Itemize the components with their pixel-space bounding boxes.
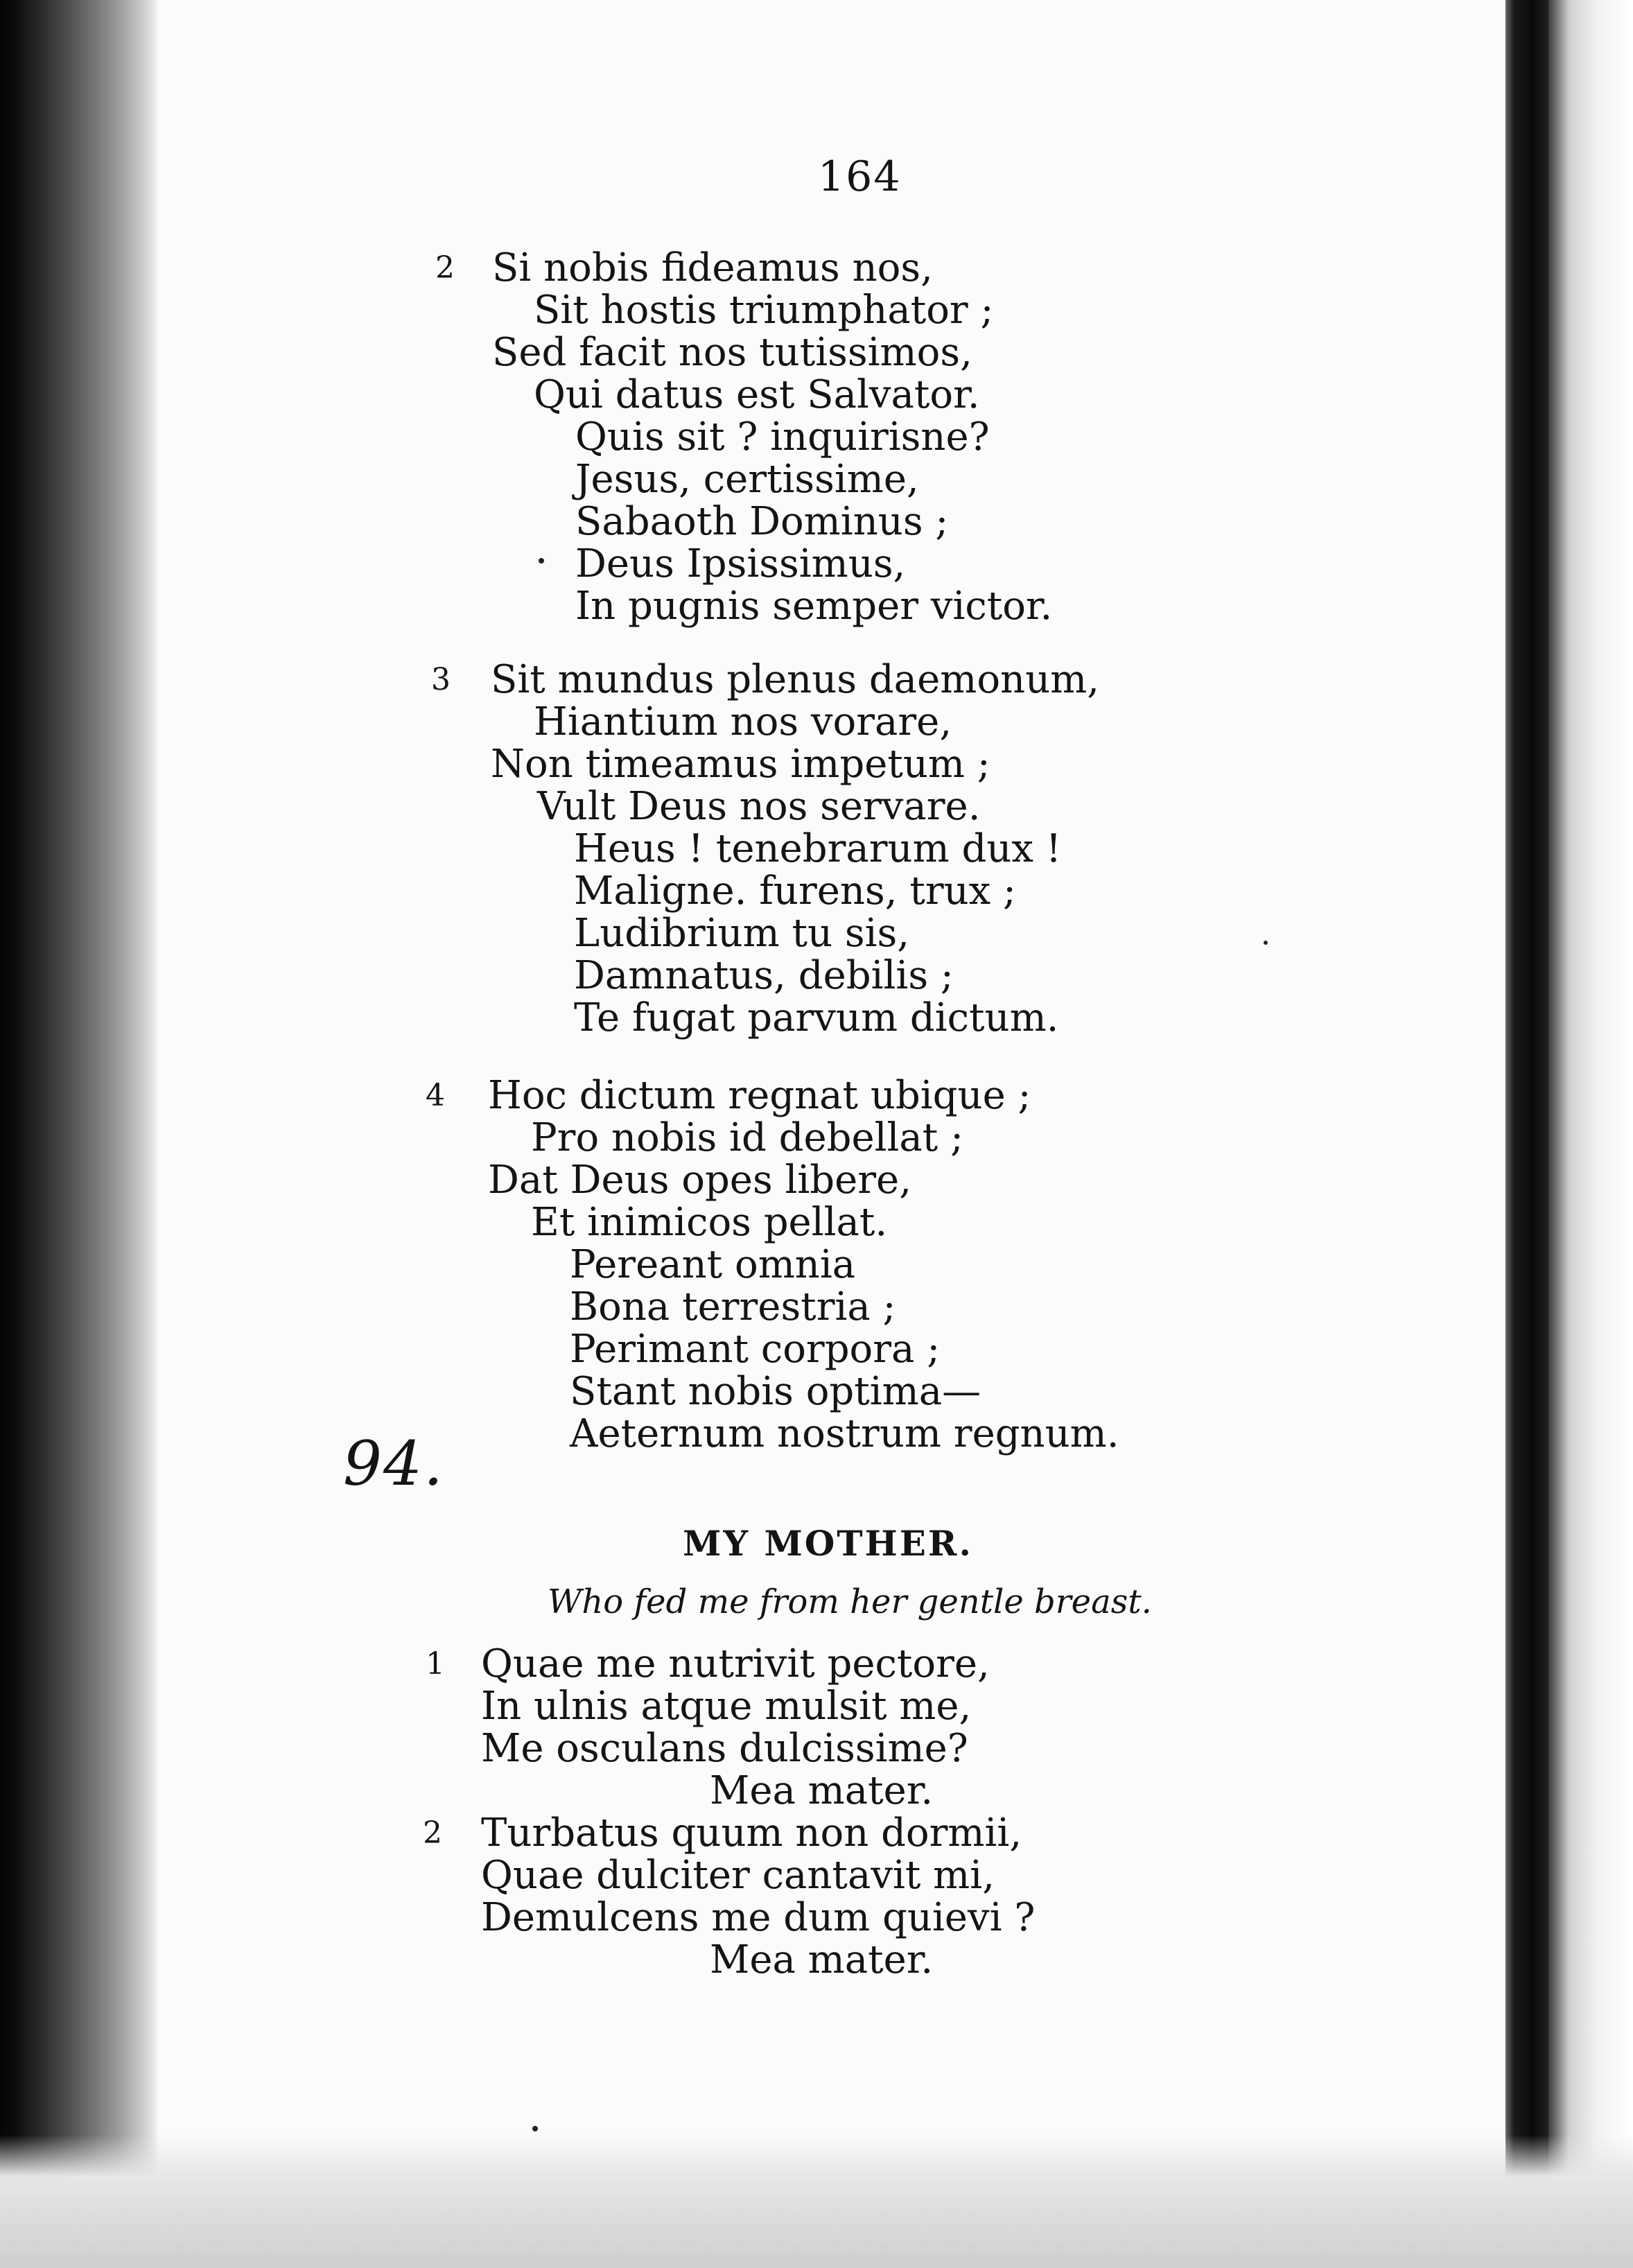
hymn-title: MY MOTHER. — [683, 1523, 973, 1564]
verse-line: Heus ! tenebrarum dux ! — [574, 826, 1062, 871]
verse-line: In ulnis atque mulsit me, — [481, 1684, 972, 1729]
verse-line: Damnatus, debilis ; — [574, 953, 954, 998]
hymn-number: 94. — [343, 1428, 444, 1499]
verse-line: Dat Deus opes libere, — [488, 1158, 911, 1203]
stanza-number: 3 — [431, 662, 451, 697]
verse-line: Mea mater. — [710, 1937, 934, 1982]
verse-line: Deus Ipsissimus, — [575, 541, 906, 586]
verse-line: Bona terrestria ; — [570, 1284, 896, 1329]
verse-line: Non timeamus impetum ; — [491, 742, 990, 787]
verse-line: Sabaoth Dominus ; — [575, 499, 949, 544]
verse-line: Sed facit nos tutissimos, — [492, 330, 972, 375]
verse-line: Stant nobis optima— — [570, 1369, 981, 1414]
verse-line: Me osculans dulcissime? — [481, 1726, 968, 1771]
verse-line: Aeternum nostrum regnum. — [570, 1411, 1119, 1456]
verse-number: 2 — [423, 1815, 442, 1851]
scan-right-gutter — [1505, 0, 1548, 2268]
scan-bottom-shadow — [0, 2135, 1633, 2268]
verse-line: Et inimicos pellat. — [531, 1200, 888, 1245]
verse-line: Turbatus quum non dormii, — [481, 1811, 1022, 1856]
verse-line: Pro nobis id debellat ; — [531, 1115, 963, 1160]
scan-left-border — [0, 0, 158, 2268]
hymn-subtitle: Who fed me from her gentle breast. — [548, 1582, 1152, 1621]
stanza-number: 4 — [426, 1078, 445, 1113]
verse-line: Pereant omnia — [570, 1242, 856, 1287]
verse-line: Sit mundus plenus daemonum, — [491, 657, 1100, 702]
verse-line: Hiantium nos vorare, — [534, 699, 952, 744]
page-number: 164 — [818, 152, 902, 201]
verse-line: Hoc dictum regnat ubique ; — [488, 1073, 1031, 1118]
verse-line: Demulcens me dum quievi ? — [481, 1895, 1036, 1940]
verse-line: Perimant corpora ; — [570, 1327, 941, 1372]
scan-right-margin — [1548, 0, 1633, 2268]
verse-line: Quae me nutrivit pectore, — [481, 1641, 990, 1686]
verse-line: Vult Deus nos servare. — [537, 784, 981, 829]
verse-line: In pugnis semper victor. — [575, 584, 1053, 629]
print-speck — [539, 558, 544, 564]
verse-line: Sit hostis triumphator ; — [534, 288, 994, 333]
print-speck — [532, 2126, 538, 2131]
verse-line: Mea mater. — [710, 1768, 934, 1813]
verse-number: 1 — [426, 1646, 445, 1682]
verse-line: Ludibrium tu sis, — [574, 911, 910, 956]
verse-line: Te fugat parvum dictum. — [574, 995, 1059, 1040]
verse-line: Quae dulciter cantavit mi, — [481, 1853, 995, 1898]
print-speck — [1264, 941, 1268, 945]
verse-line: Maligne. furens, trux ; — [574, 869, 1016, 914]
verse-line: Qui datus est Salvator. — [534, 372, 980, 417]
verse-line: Jesus, certissime, — [575, 457, 919, 502]
verse-line: Si nobis fideamus nos, — [492, 245, 933, 290]
verse-line: Quis sit ? inquirisne? — [575, 415, 990, 460]
stanza-number: 2 — [435, 250, 455, 286]
